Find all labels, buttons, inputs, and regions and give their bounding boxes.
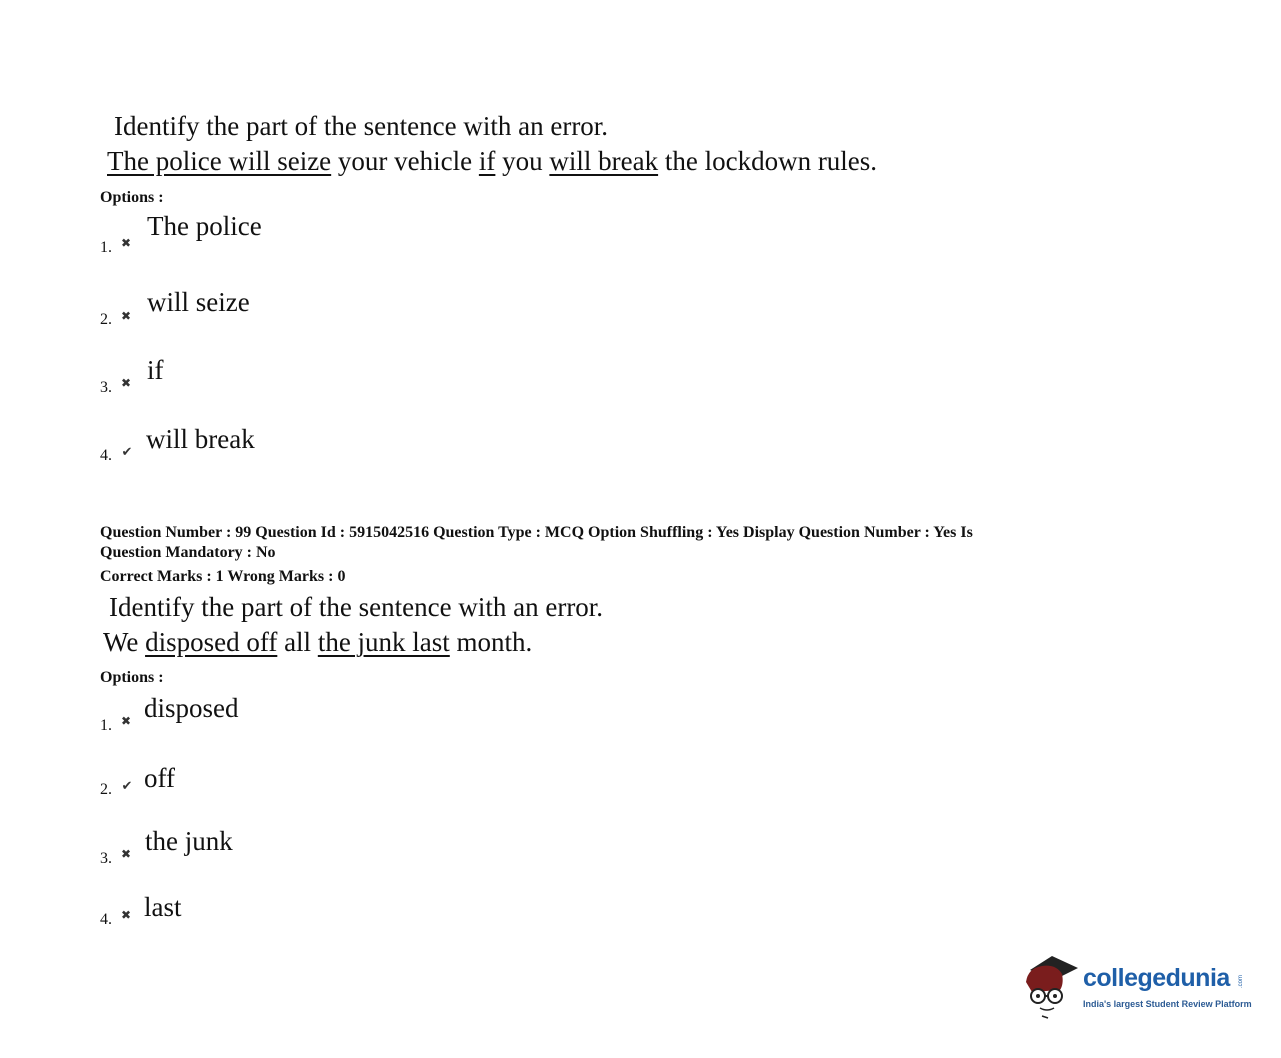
check-icon: ✔ xyxy=(121,444,133,459)
sentence-segment: you xyxy=(495,146,550,176)
brand-name: collegedunia xyxy=(1083,964,1230,992)
q2-meta-line2: Question Mandatory : No xyxy=(100,544,276,561)
cross-icon: ✖ xyxy=(120,908,132,922)
check-icon: ✔ xyxy=(121,778,133,793)
cross-icon: ✖ xyxy=(120,847,132,861)
option-text: will break xyxy=(146,424,255,454)
option-text: will seize xyxy=(147,287,250,317)
option-text: The police xyxy=(147,211,262,241)
option-text: disposed xyxy=(144,693,239,723)
option-text: the junk xyxy=(145,826,233,856)
cross-icon: ✖ xyxy=(120,714,132,728)
option-number: 4. xyxy=(100,447,112,464)
q2-prompt: Identify the part of the sentence with an error. xyxy=(109,592,604,622)
q1-options-label: Options : xyxy=(100,189,164,206)
cross-icon: ✖ xyxy=(120,236,132,250)
option-number: 2. xyxy=(100,781,112,798)
sentence-segment: all xyxy=(277,627,318,657)
q2-meta-line1: Question Number : 99 Question Id : 5915042516 Question Type : MCQ Option Shuffling : Yes Display Question Number : Yes Is xyxy=(100,524,973,541)
option-number: 3. xyxy=(100,850,112,867)
sentence-segment: your vehicle xyxy=(331,146,479,176)
brand-tagline: India's largest Student Review Platform xyxy=(1083,999,1252,1009)
brand-suffix: .com xyxy=(1238,975,1244,989)
option-number: 1. xyxy=(100,717,112,734)
sentence-segment: the lockdown rules. xyxy=(658,146,878,176)
q2-marks: Correct Marks : 1 Wrong Marks : 0 xyxy=(100,568,346,585)
option-text: last xyxy=(144,892,182,922)
option-number: 3. xyxy=(100,379,112,396)
q1-sentence xyxy=(107,146,877,177)
option-number: 2. xyxy=(100,311,112,328)
cross-icon: ✖ xyxy=(120,376,132,390)
underlined-segment: if xyxy=(478,146,496,176)
sentence-segment: We xyxy=(103,627,146,657)
underlined-segment: The police will seize xyxy=(107,146,332,176)
underlined-segment: disposed off xyxy=(145,627,278,657)
option-text: if xyxy=(147,355,164,385)
sentence-segment: month. xyxy=(449,627,533,657)
underlined-segment: will break xyxy=(549,146,659,176)
option-number: 1. xyxy=(100,239,112,256)
underlined-segment: the junk last xyxy=(317,627,450,657)
cross-icon: ✖ xyxy=(120,309,132,323)
option-number: 4. xyxy=(100,911,112,928)
q1-prompt: Identify the part of the sentence with an error. xyxy=(114,111,609,141)
q2-sentence xyxy=(103,627,532,658)
q2-meta xyxy=(100,523,1100,563)
q2-options-label: Options : xyxy=(100,669,164,686)
mascot-icon xyxy=(1022,950,1082,1020)
option-text: off xyxy=(144,763,175,793)
